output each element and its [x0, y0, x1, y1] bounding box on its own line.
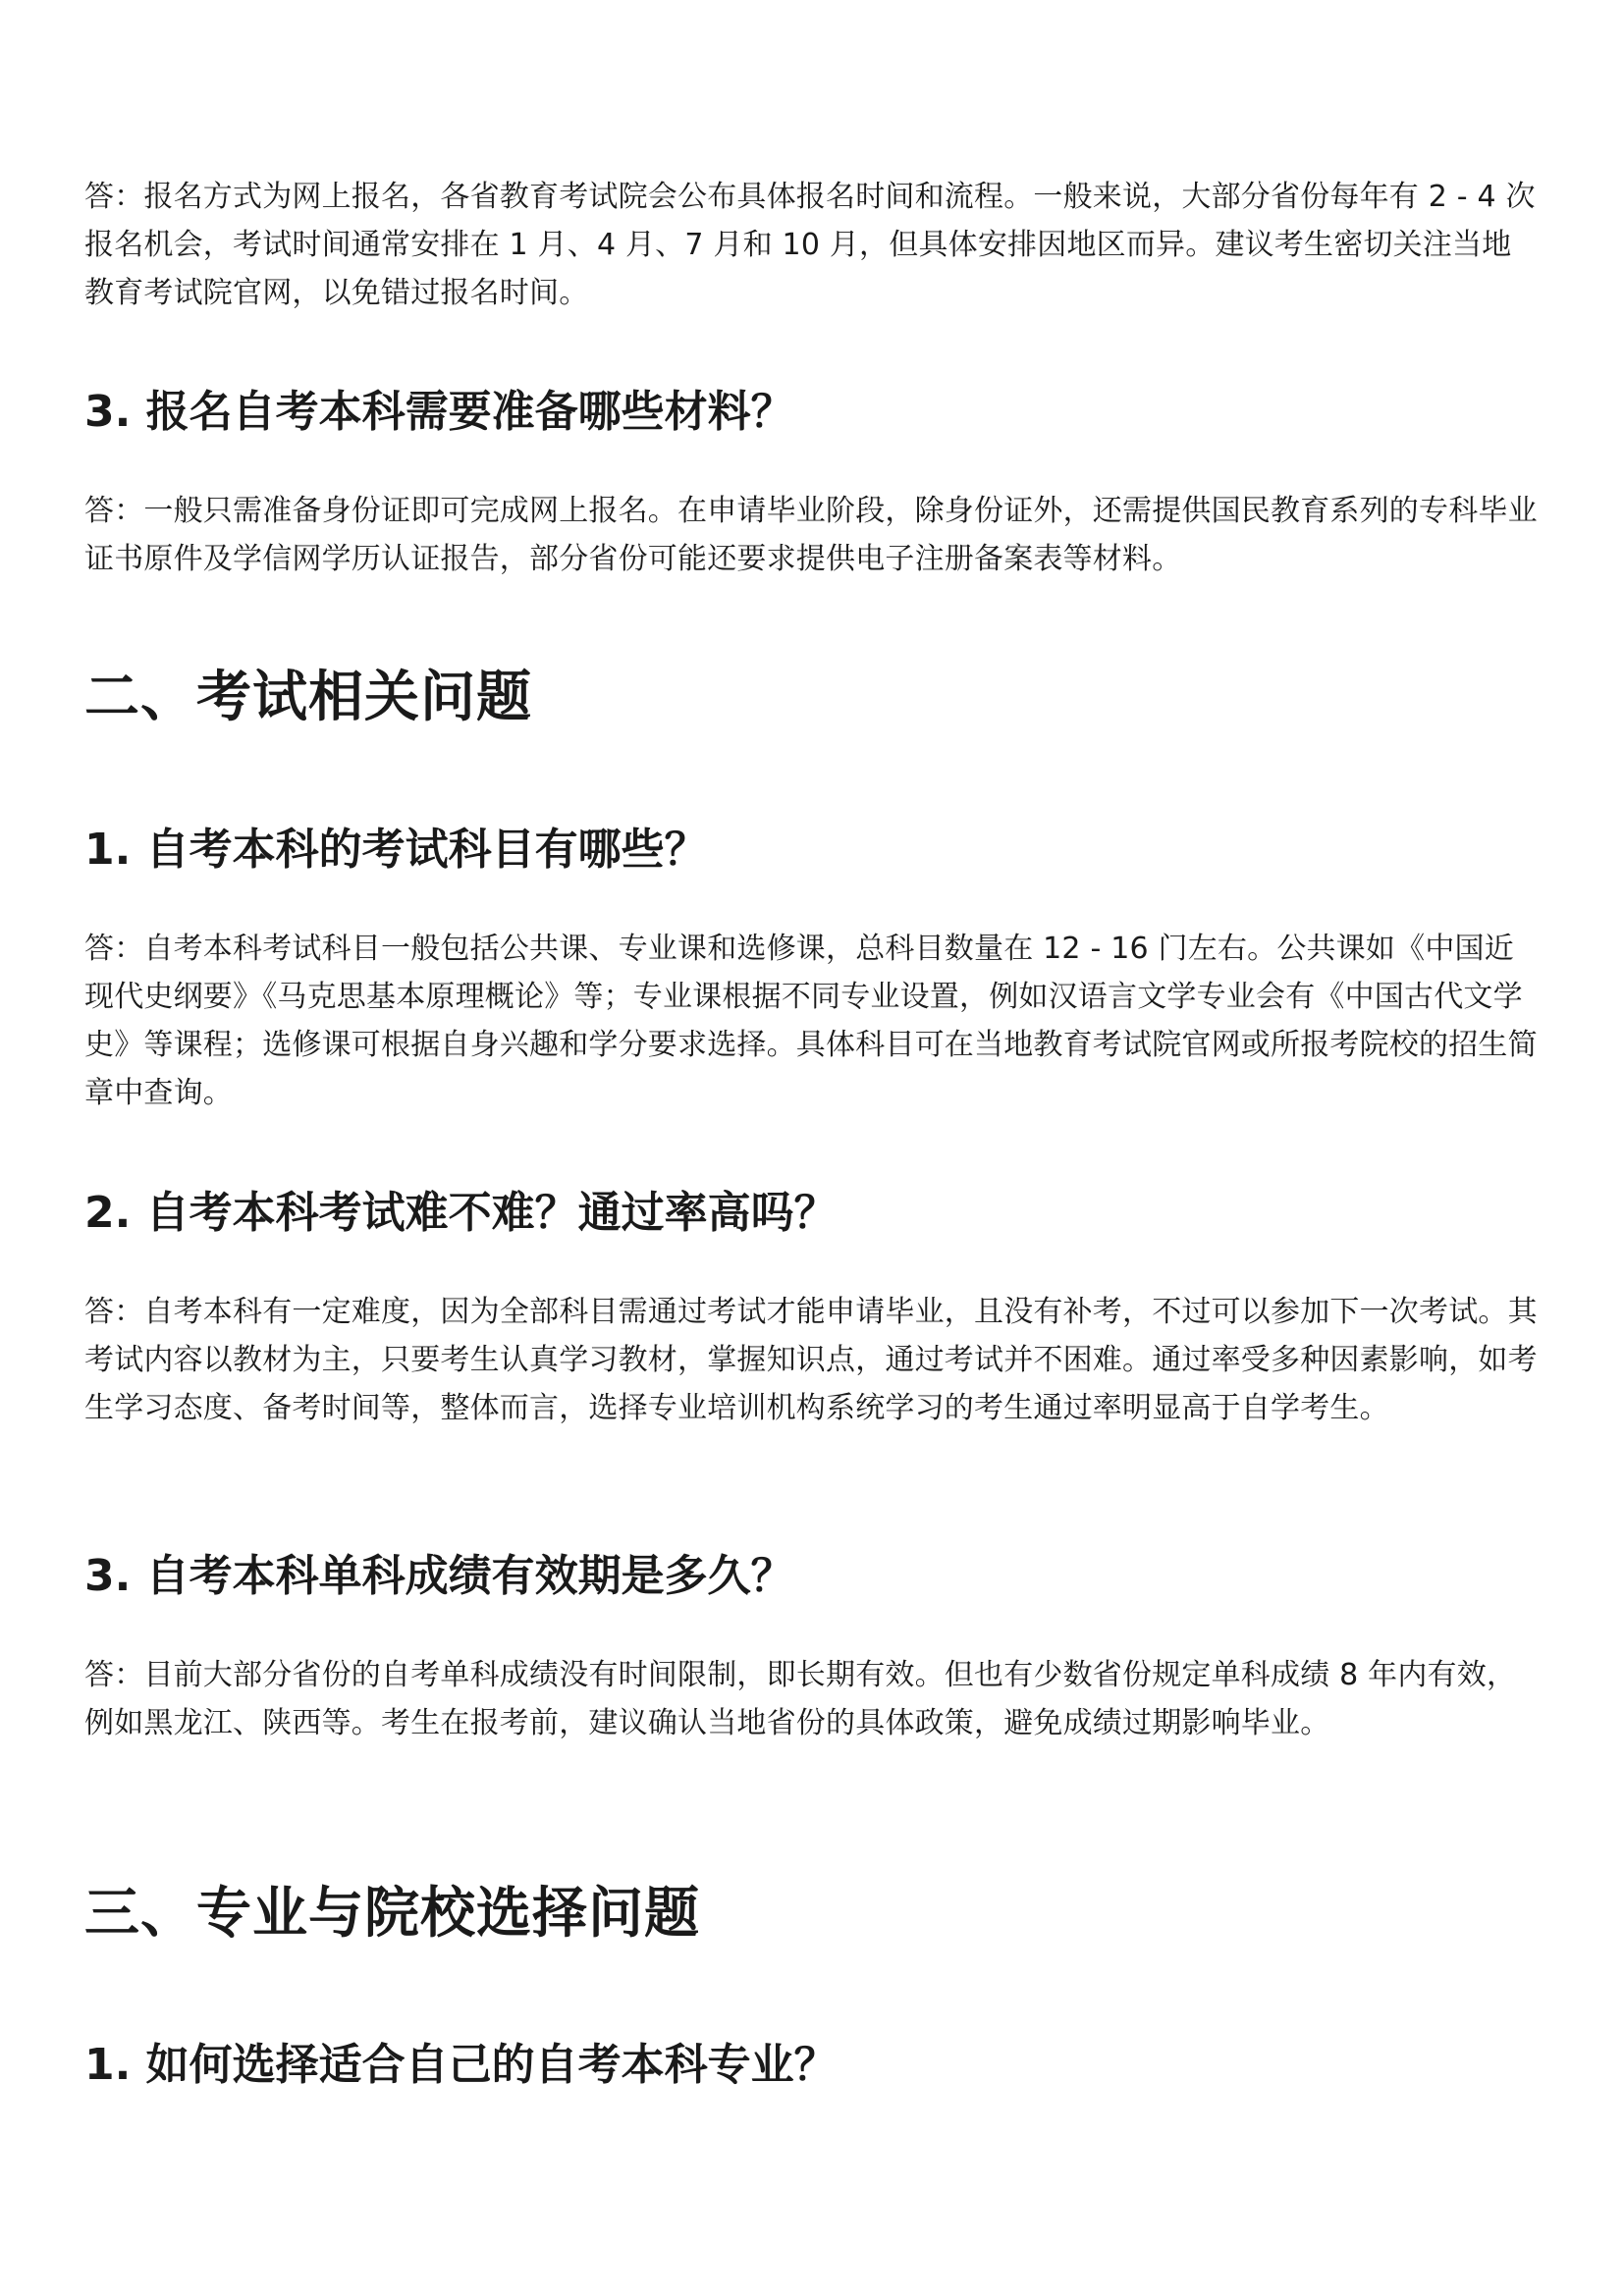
answer-exam-difficulty: 答：自考本科有一定难度，因为全部科目需通过考试才能申请毕业，且没有补考，不过可以参加下一次考试。其考试内容以教材为主，只要考生认真学习教材，掌握知识点，通过考试并不困难。通过率受多种因素影响，如考生学习态度、备考时间等，整体而言，选择专业培训机构系统学习的考生通过率明显高于自学考生。	[84, 1295, 1538, 1425]
question-heading-registration-materials: 3. 报名自考本科需要准备哪些材料？	[84, 387, 794, 437]
question-heading-choose-major: 1. 如何选择适合自己的自考本科专业？	[84, 2040, 838, 2090]
question-heading-score-validity: 3. 自考本科单科成绩有效期是多久？	[84, 1551, 794, 1601]
answer-registration-method: 答：报名方式为网上报名，各省教育考试院会公布具体报名时间和流程。一般来说，大部分省份每年有 2 - 4 次报名机会，考试时间通常安排在 1 月、4 月、7 月和 10 月，但具体安排因地区而异。建议考生密切关注当地教育考试院官网，以免错过报名时间。	[84, 180, 1536, 310]
answer-score-validity: 答：目前大部分省份的自考单科成绩没有时间限制，即长期有效。但也有少数省份规定单科成绩 8 年内有效，例如黑龙江、陕西等。考生在报考前，建议确认当地省份的具体政策，避免成绩过期影响毕业。	[84, 1658, 1517, 1740]
answer-exam-subjects: 答：自考本科考试科目一般包括公共课、专业课和选修课，总科目数量在 12 - 16 门左右。公共课如《中国近现代史纲要》《马克思基本原理概论》等；专业课根据不同专业设置，例如汉语言文学专业会有《中国古代文学史》等课程；选修课可根据自身兴趣和学分要求选择。具体科目可在当地教育考试院官网或所报考院校的招生简章中查询。	[84, 932, 1538, 1110]
section-heading-exam: 二、考试相关问题	[84, 666, 532, 729]
answer-registration-materials: 答：一般只需准备身份证即可完成网上报名。在申请毕业阶段，除身份证外，还需提供国民教育系列的专科毕业证书原件及学信网学历认证报告，部分省份可能还要求提供电子注册备案表等材料。	[84, 494, 1538, 576]
question-heading-exam-subjects: 1. 自考本科的考试科目有哪些？	[84, 825, 708, 875]
section-heading-major-and-school: 三、专业与院校选择问题	[84, 1882, 700, 1946]
question-heading-exam-difficulty: 2. 自考本科考试难不难？通过率高吗？	[84, 1188, 838, 1238]
